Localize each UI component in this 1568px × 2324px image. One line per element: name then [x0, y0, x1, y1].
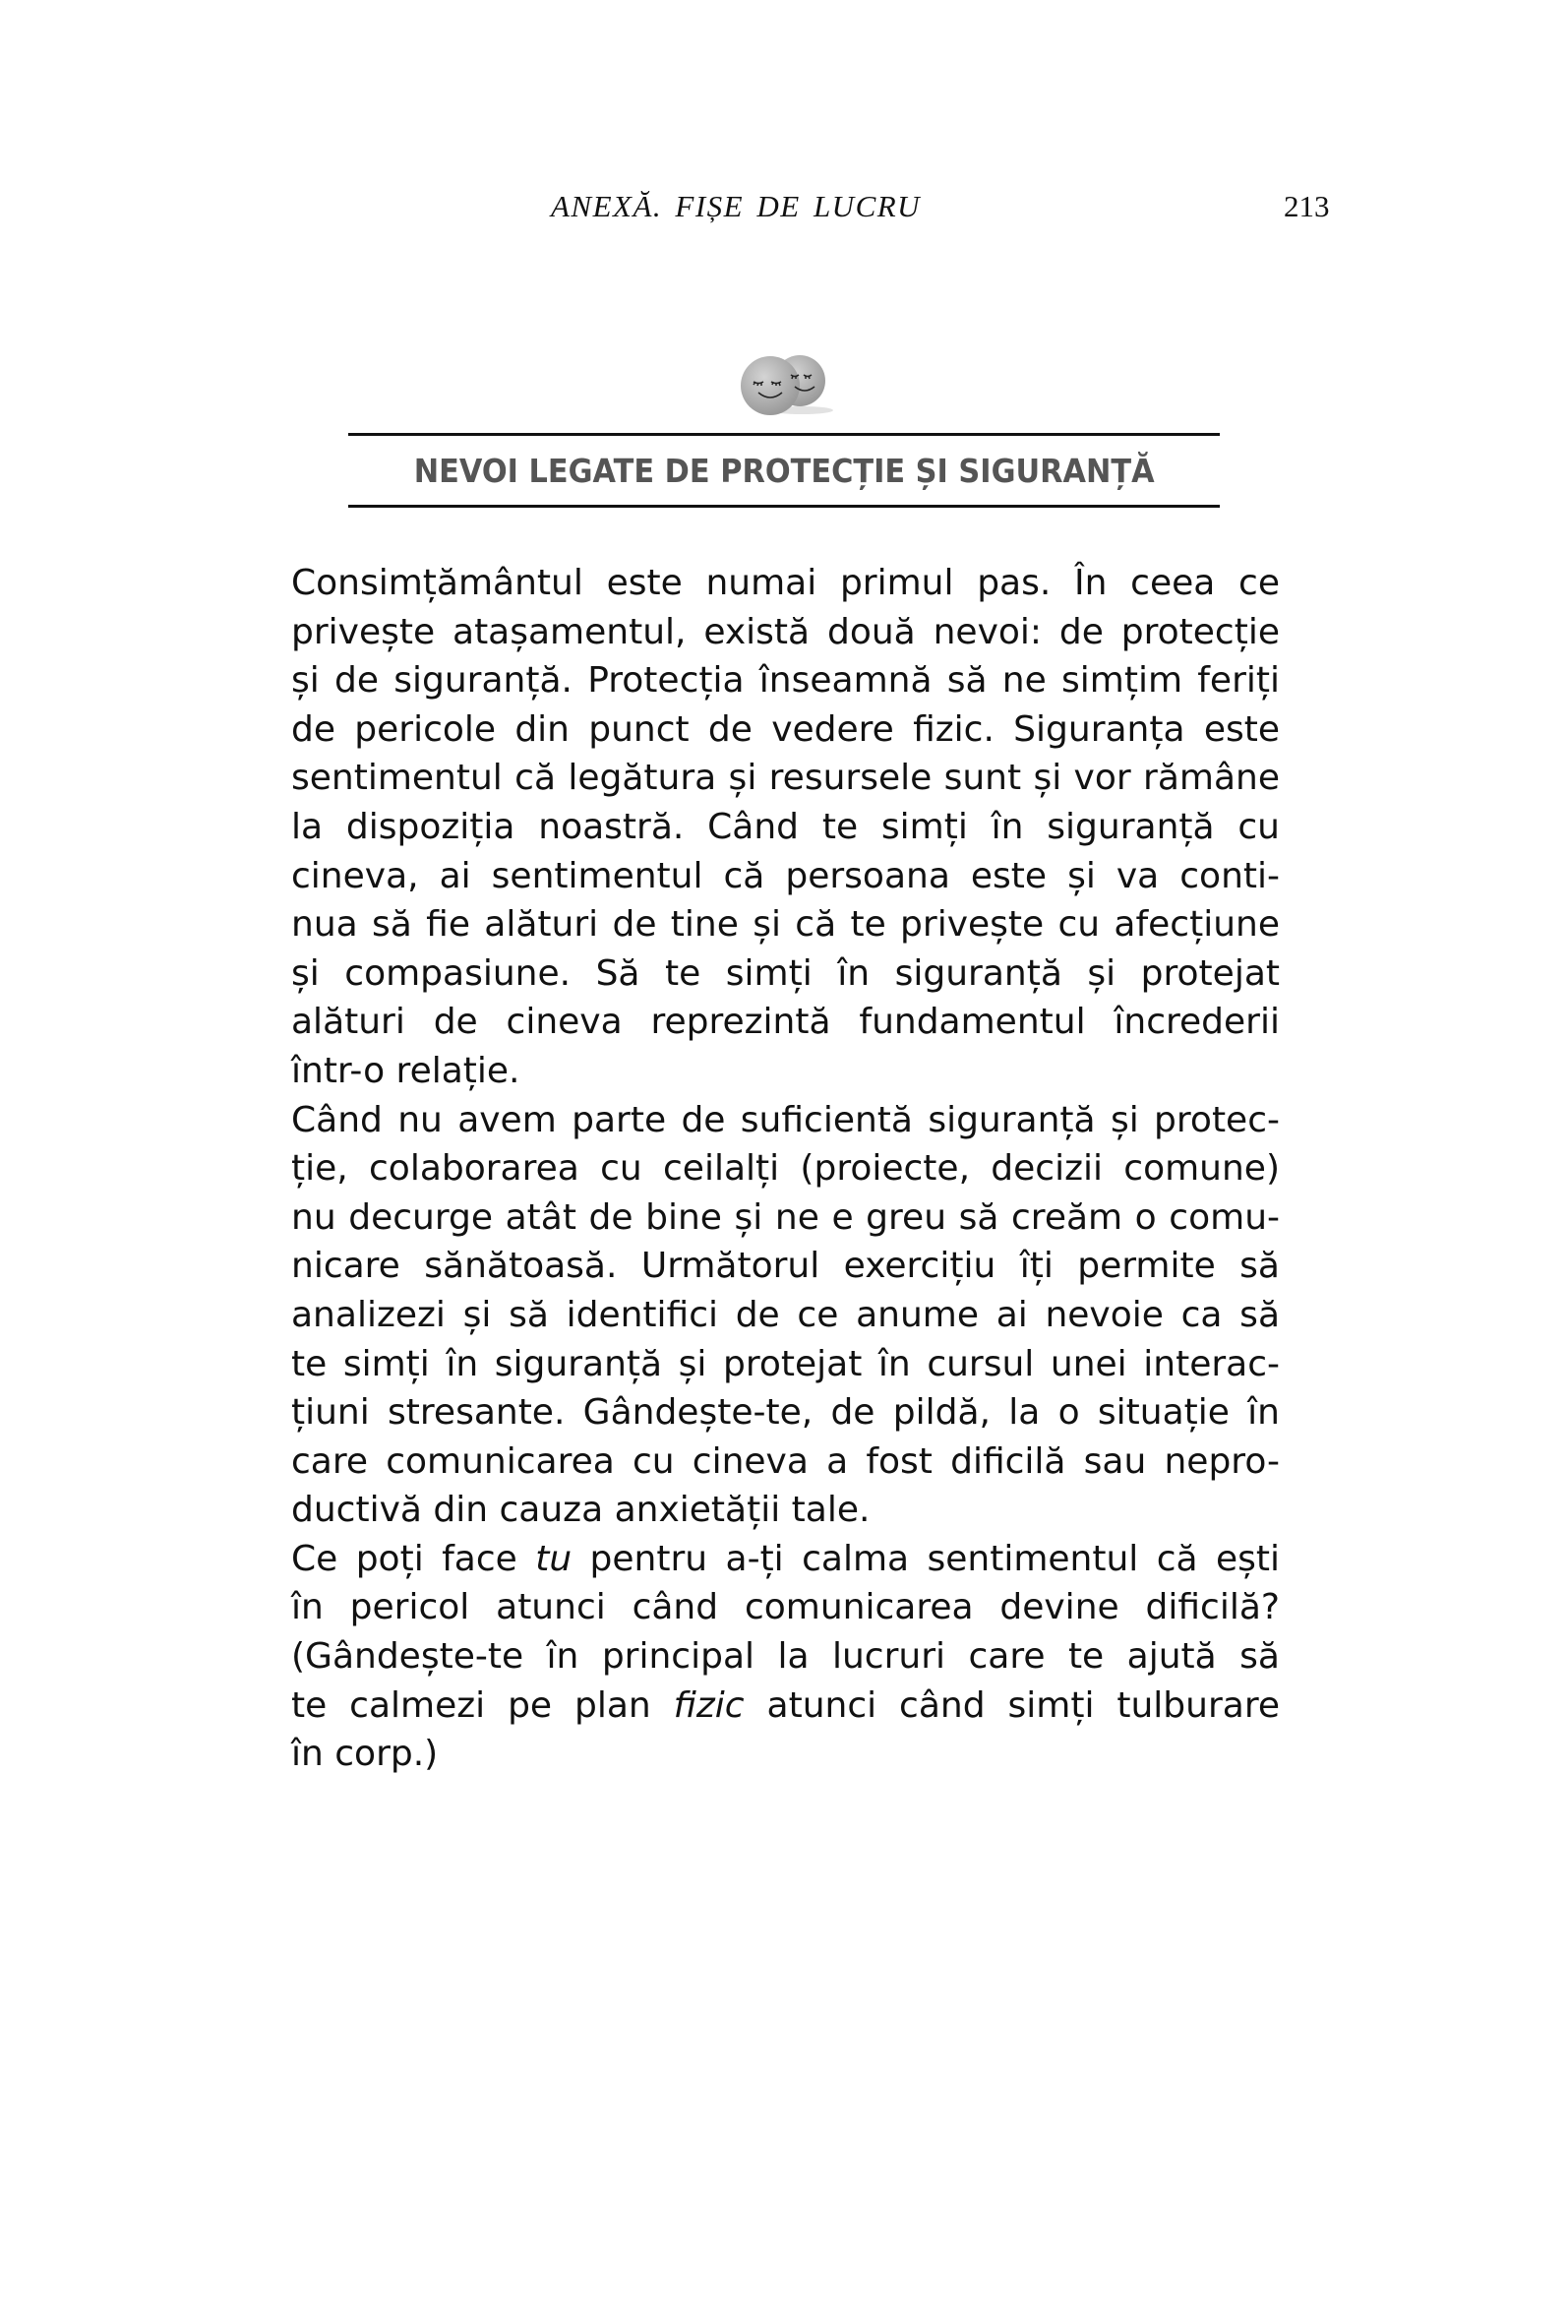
- text-line: de pericole din punct de vedere fizic. Siguranța este: [291, 708, 1280, 750]
- text-line: ductivă din cauza anxietății tale.: [291, 1490, 871, 1531]
- section-heading: [348, 433, 1220, 508]
- body-text: [291, 559, 1280, 1779]
- text-line: analizezi și să identifici de ce anume ai nevoie ca să: [291, 1294, 1280, 1335]
- text-line: și de siguranță. Protecția înseamnă să ne simțim feriți: [291, 660, 1280, 702]
- text-line: sentimentul că legătura și resursele sunt și vor rămâne: [291, 758, 1280, 799]
- text-line: în corp.): [291, 1734, 439, 1775]
- running-title: ANEXĂ. FIȘE DE LUCRU: [551, 189, 922, 223]
- emphasis: tu: [535, 1538, 573, 1579]
- text-line: te simți în siguranță și protejat în cursul unei interac-: [291, 1343, 1280, 1384]
- page-number: 213: [1284, 189, 1330, 223]
- text-line: la dispoziția noastră. Când te simți în siguranță cu: [291, 806, 1280, 847]
- text-line: nicare sănătoasă. Următorul exercițiu îți permite să: [291, 1246, 1280, 1287]
- text-line: (Gândește-te în principal la lucruri care te ajută să: [291, 1636, 1280, 1678]
- section-title: NEVOI LEGATE DE PROTECȚIE ȘI SIGURANȚĂ: [413, 451, 1155, 490]
- running-header: [0, 189, 1568, 228]
- text-line: care comunicarea cu cineva a fost dificilă sau nepro-: [291, 1440, 1280, 1482]
- text-line: Consimțământul este numai primul pas. În ceea ce: [291, 563, 1280, 603]
- text-line: privește atașamentul, există două nevoi: de protecție: [291, 611, 1280, 652]
- two-smiley-faces-icon: [728, 339, 846, 418]
- text-line: Ce poți face tu pentru a-ți calma sentimentul că ești: [291, 1538, 1280, 1579]
- text-line: și compasiune. Să te simți în siguranță și protejat: [291, 952, 1280, 994]
- text-line: nua să fie alături de tine și că te privește cu afecțiune: [291, 904, 1280, 946]
- text-line: alături de cineva reprezintă fundamentul încrederii: [291, 1002, 1280, 1043]
- text-line: în pericol atunci când comunicarea devine dificilă?: [291, 1587, 1280, 1628]
- text-line: te calmezi pe plan fizic atunci când simți tulburare: [291, 1684, 1280, 1726]
- text-line: cineva, ai sentimentul că persoana este și va conti-: [291, 855, 1280, 896]
- text-line: nu decurge atât de bine și ne e greu să creăm o comu-: [291, 1196, 1280, 1238]
- emphasis: fizic: [673, 1684, 745, 1726]
- text-line: țiuni stresante. Gândește-te, de pildă, la o situație în: [291, 1392, 1280, 1434]
- text-line: Când nu avem parte de suficientă siguranță și protec-: [291, 1099, 1280, 1140]
- text-line: într-o relație.: [291, 1050, 520, 1091]
- text-line: ție, colaborarea cu ceilalți (proiecte, decizii comune): [291, 1148, 1280, 1190]
